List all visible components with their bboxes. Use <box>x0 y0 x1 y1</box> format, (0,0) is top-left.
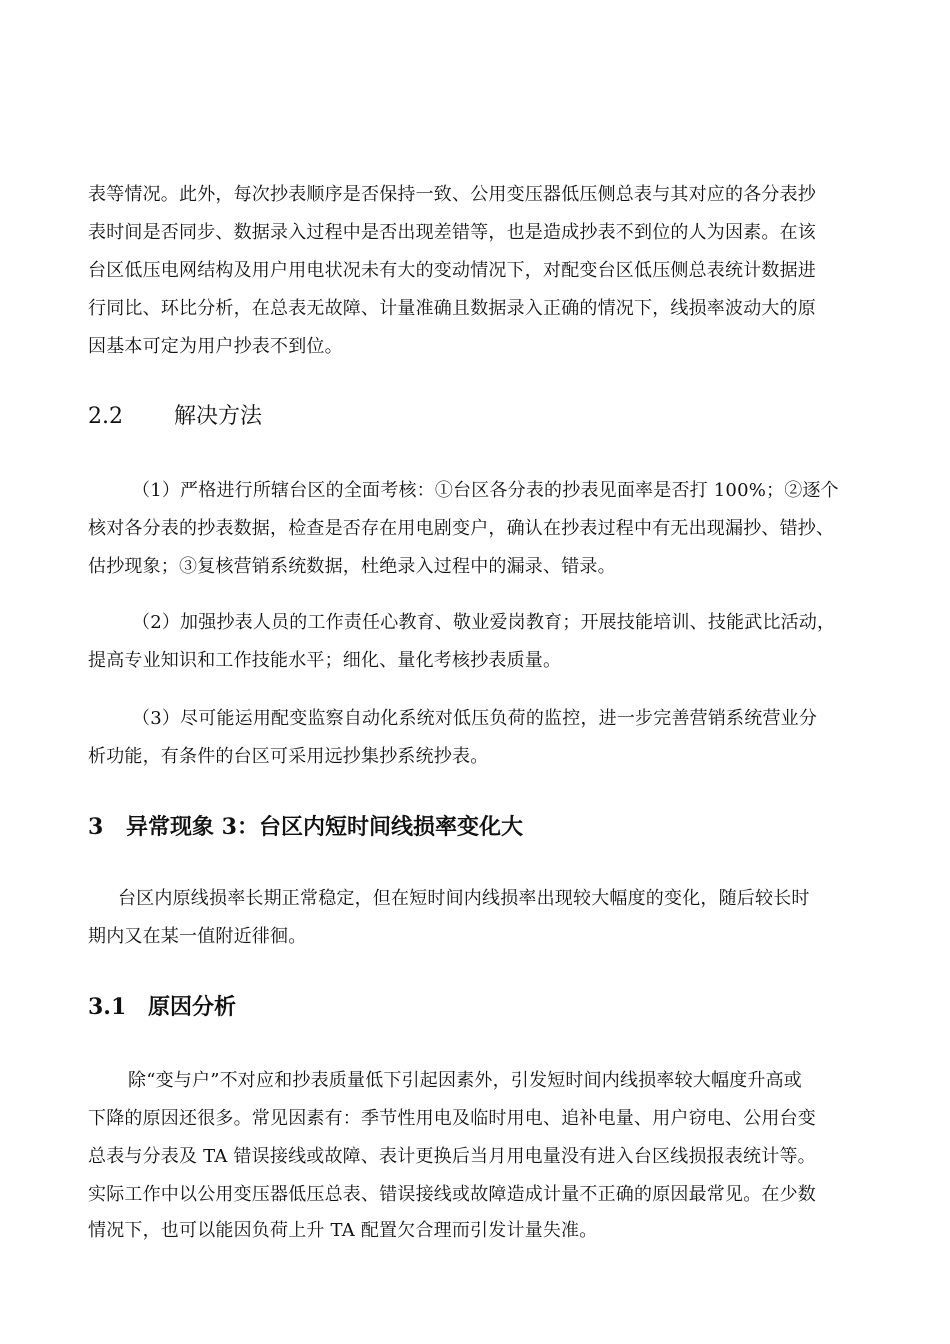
section-heading-3-1 <box>88 992 236 1022</box>
text-line: （3）尽可能运用配变监察自动化系统对低压负荷的监控，进一步完善营销系统营业分 <box>132 708 818 729</box>
text-line: 台区内原线损率长期正常稳定，但在短时间内线损率出现较大幅度的变化，随后较长时 <box>118 888 810 909</box>
text-line: 除“变与户”不对应和抄表质量低下引起因素外，引发短时间内线损率较大幅度升高或 <box>128 1070 803 1091</box>
text-line: 下降的原因还很多。常见因素有：季节性用电及临时用电、追补电量、用户窃电、公用台变 <box>88 1108 816 1129</box>
text-line: 总表与分表及 TA 错误接线或故障、表计更换后当月用电量没有进入台区线损报表统计等。 <box>88 1146 816 1167</box>
text-line: （1）严格进行所辖台区的全面考核：①台区各分表的抄表见面率是否打 100%；②逐个 <box>132 480 839 501</box>
text-line: （2）加强抄表人员的工作责任心教育、敬业爱岗教育；开展技能培训、技能武比活动， <box>132 612 836 633</box>
section-heading-2-2 <box>88 402 262 432</box>
section-title: 原因分析 <box>148 994 237 1020</box>
text-line: 析功能，有条件的台区可采用远抄集抄系统抄表。 <box>88 746 489 767</box>
text-line: 估抄现象；③复核营销系统数据，杜绝录入过程中的漏录、错录。 <box>88 556 616 577</box>
section-number: 3 <box>88 814 104 840</box>
section-heading-3 <box>88 812 523 842</box>
text-line: 表等情况。此外，每次抄表顺序是否保持一致、公用变压器低压侧总表与其对应的各分表抄 <box>88 184 816 205</box>
text-line: 提高专业知识和工作技能水平；细化、量化考核抄表质量。 <box>88 650 562 671</box>
text-line: 期内又在某一值附近徘徊。 <box>88 926 307 947</box>
text-line: 实际工作中以公用变压器低压总表、错误接线或故障造成计量不正确的原因最常见。在少数 <box>88 1184 816 1205</box>
section-title: 异常现象 3：台区内短时间线损率变化大 <box>126 814 523 840</box>
section-number: 2.2 <box>88 404 123 429</box>
section-number: 3.1 <box>88 994 127 1020</box>
text-line: 台区低压电网结构及用户用电状况未有大的变动情况下，对配变台区低压侧总表统计数据进 <box>88 260 816 281</box>
text-line: 情况下，也可以能因负荷上升 TA 配置欠合理而引发计量失准。 <box>88 1220 598 1241</box>
text-line: 因基本可定为用户抄表不到位。 <box>88 336 343 357</box>
section-title: 解决方法 <box>174 404 263 429</box>
text-line: 表时间是否同步、数据录入过程中是否出现差错等，也是造成抄表不到位的人为因素。在该 <box>88 222 816 243</box>
text-line: 行同比、环比分析，在总表无故障、计量准确且数据录入正确的情况下，线损率波动大的原 <box>88 298 816 319</box>
text-line: 核对各分表的抄表数据，检查是否存在用电剧变户，确认在抄表过程中有无出现漏抄、错抄、 <box>88 518 835 539</box>
